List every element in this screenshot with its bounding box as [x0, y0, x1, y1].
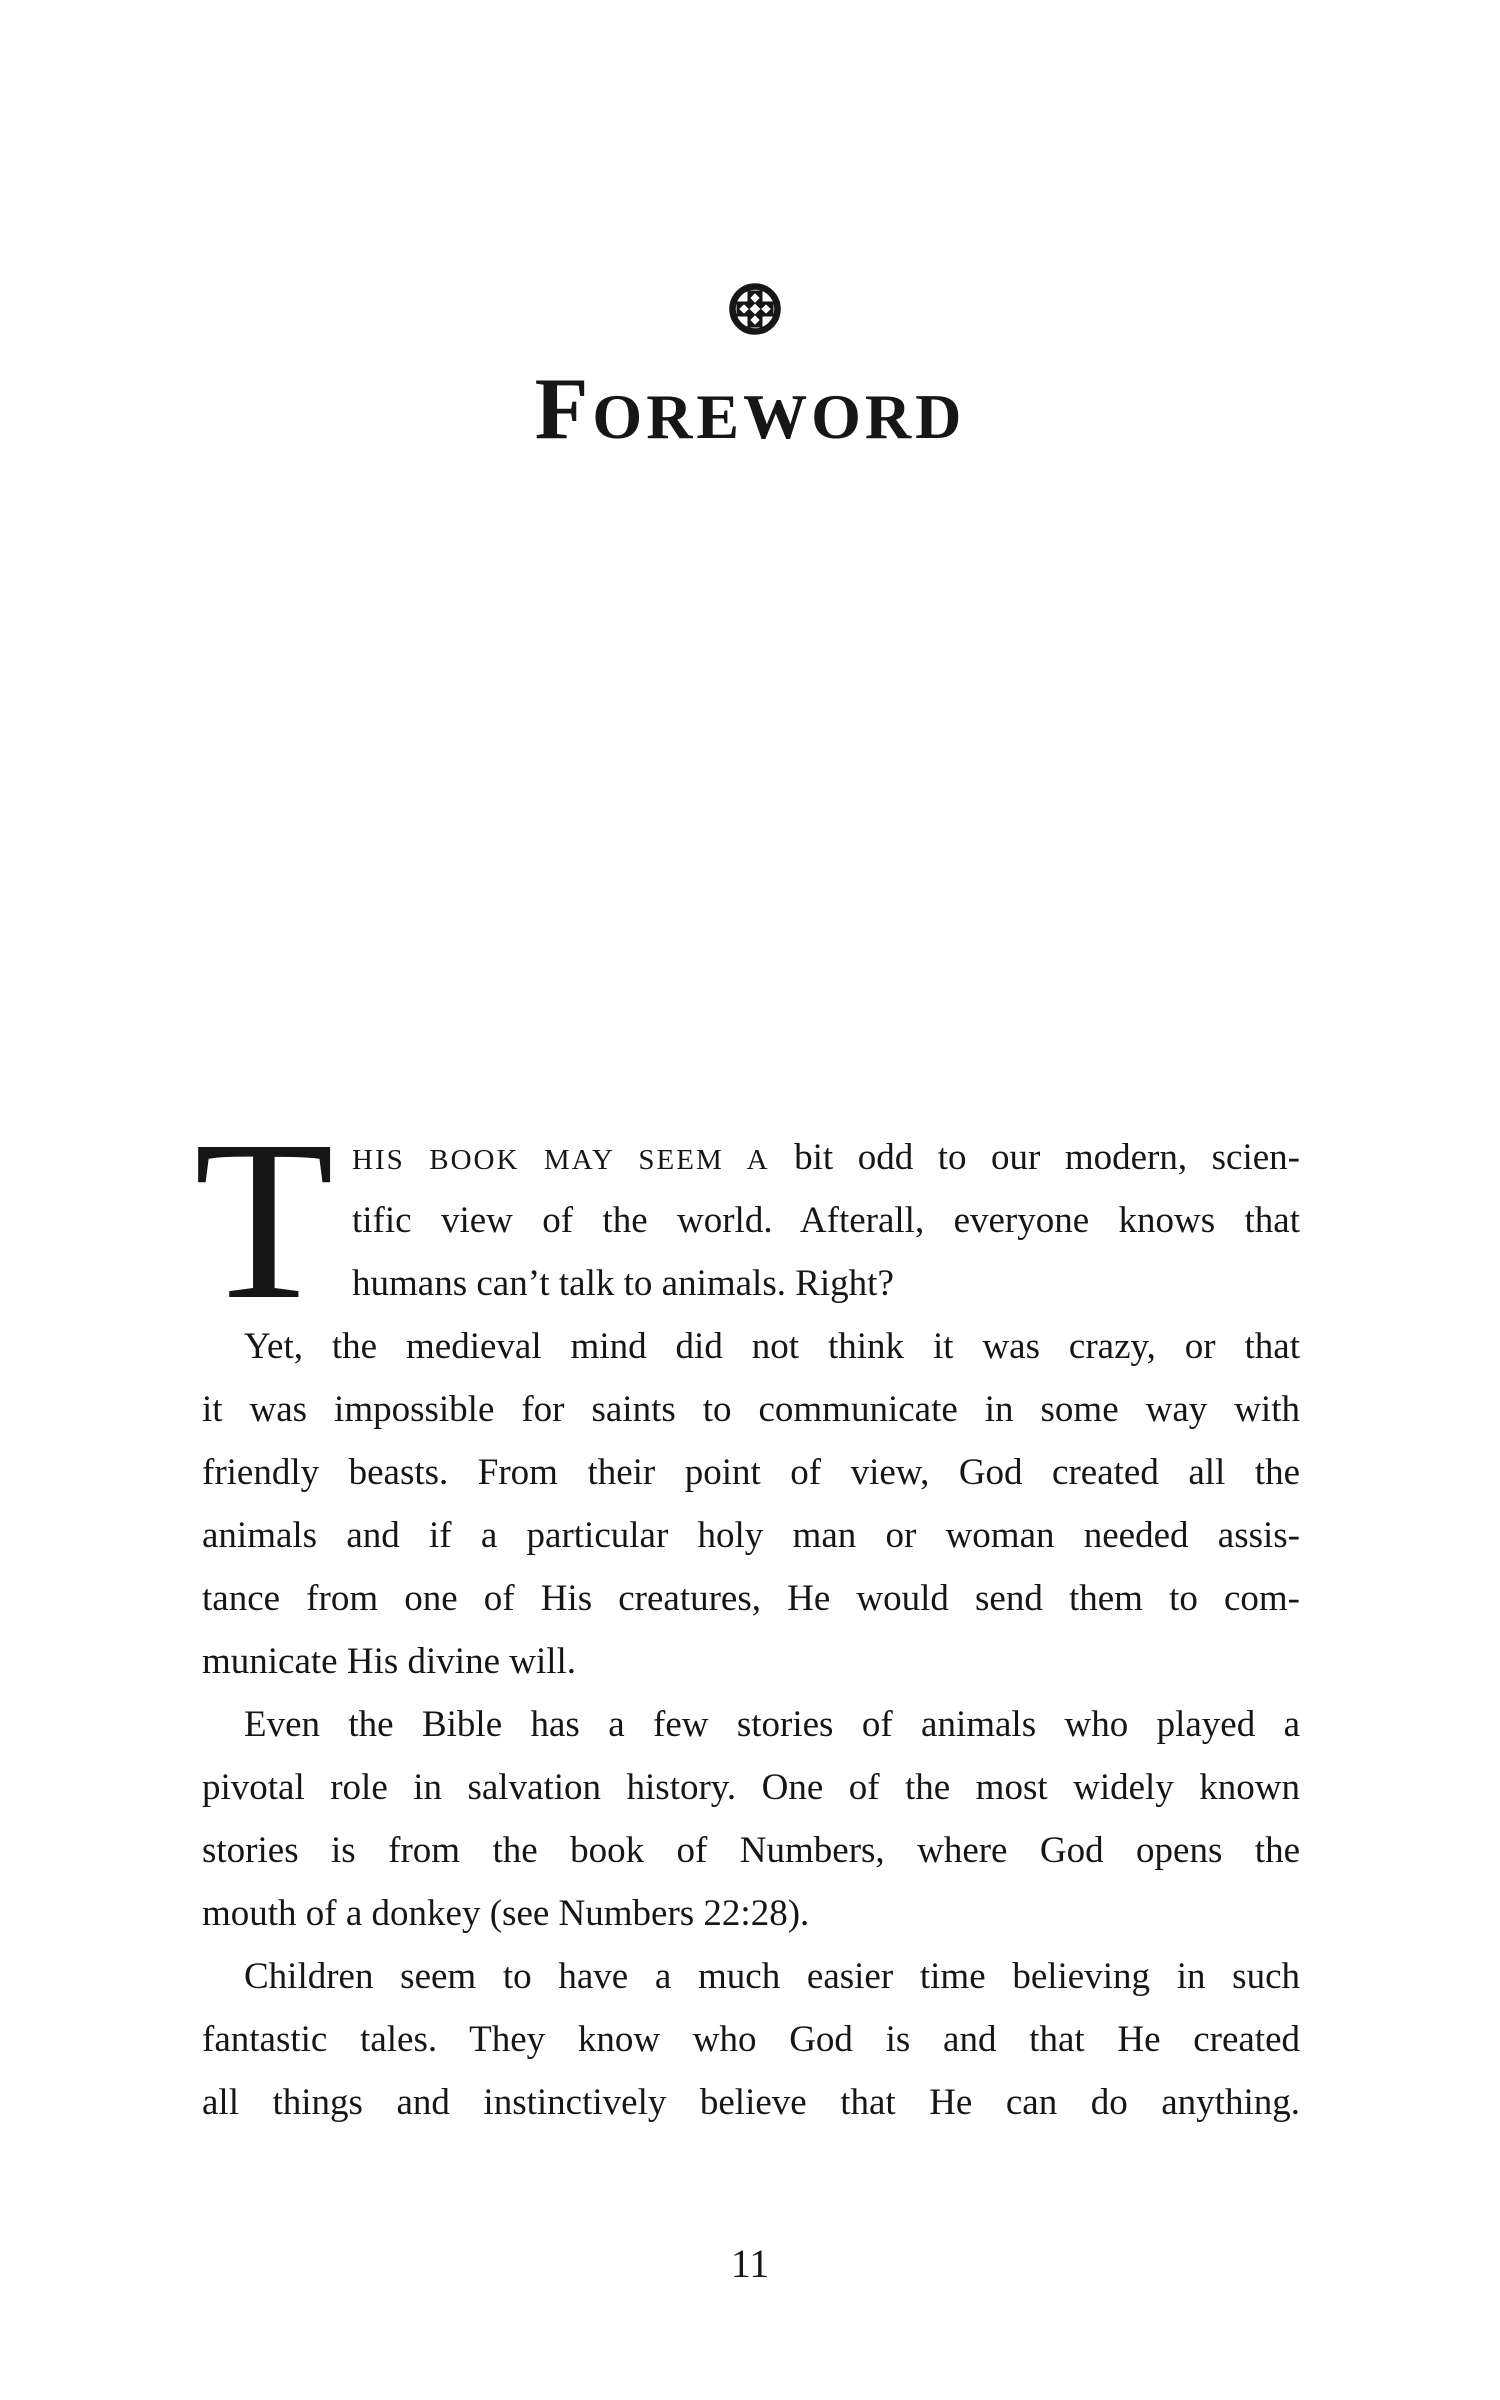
text-line: fantastic tales. They know who God is and that He created — [202, 2019, 1300, 2060]
text-line: tific view of the world. Afterall, everyone knows that — [352, 1200, 1300, 1241]
small-caps-text: HIS BOOK MAY SEEM A — [352, 1144, 770, 1176]
text-line: Yet, the medieval mind did not think it was crazy, or that — [244, 1326, 1300, 1367]
text-line: animals and if a particular holy man or woman needed assis- — [202, 1515, 1300, 1556]
circled-cross-ornament-icon — [729, 283, 781, 335]
page-title-rest: OREWORD — [592, 381, 966, 452]
text-line: it was impossible for saints to communicate in some way with — [202, 1389, 1300, 1430]
text-line: pivotal role in salvation history. One of the most widely known — [202, 1767, 1300, 1808]
text-line: tance from one of His creatures, He would send them to com- — [202, 1578, 1300, 1619]
text-line: humans can’t talk to animals. Right? — [352, 1263, 894, 1304]
text-line: municate His divine will. — [202, 1641, 577, 1682]
text-line: stories is from the book of Numbers, where God opens the — [202, 1830, 1300, 1871]
page-title — [0, 361, 1500, 458]
text-line: Even the Bible has a few stories of animals who played a — [244, 1704, 1300, 1745]
page-number: 11 — [730, 2241, 770, 2286]
text-line: friendly beasts. From their point of view, God created all the — [202, 1452, 1300, 1493]
text-line: all things and instinctively believe that He can do anything. — [202, 2082, 1300, 2123]
body-text — [194, 1093, 1300, 2134]
text-line: HIS BOOK MAY SEEM A bit odd to our modern, scien- — [352, 1137, 1300, 1178]
text-line: mouth of a donkey (see Numbers 22:28). — [202, 1893, 810, 1934]
text-line: Children seem to have a much easier time believing in such — [244, 1956, 1300, 1997]
drop-cap: T — [194, 1093, 334, 1347]
page-title-initial: F — [534, 361, 593, 458]
